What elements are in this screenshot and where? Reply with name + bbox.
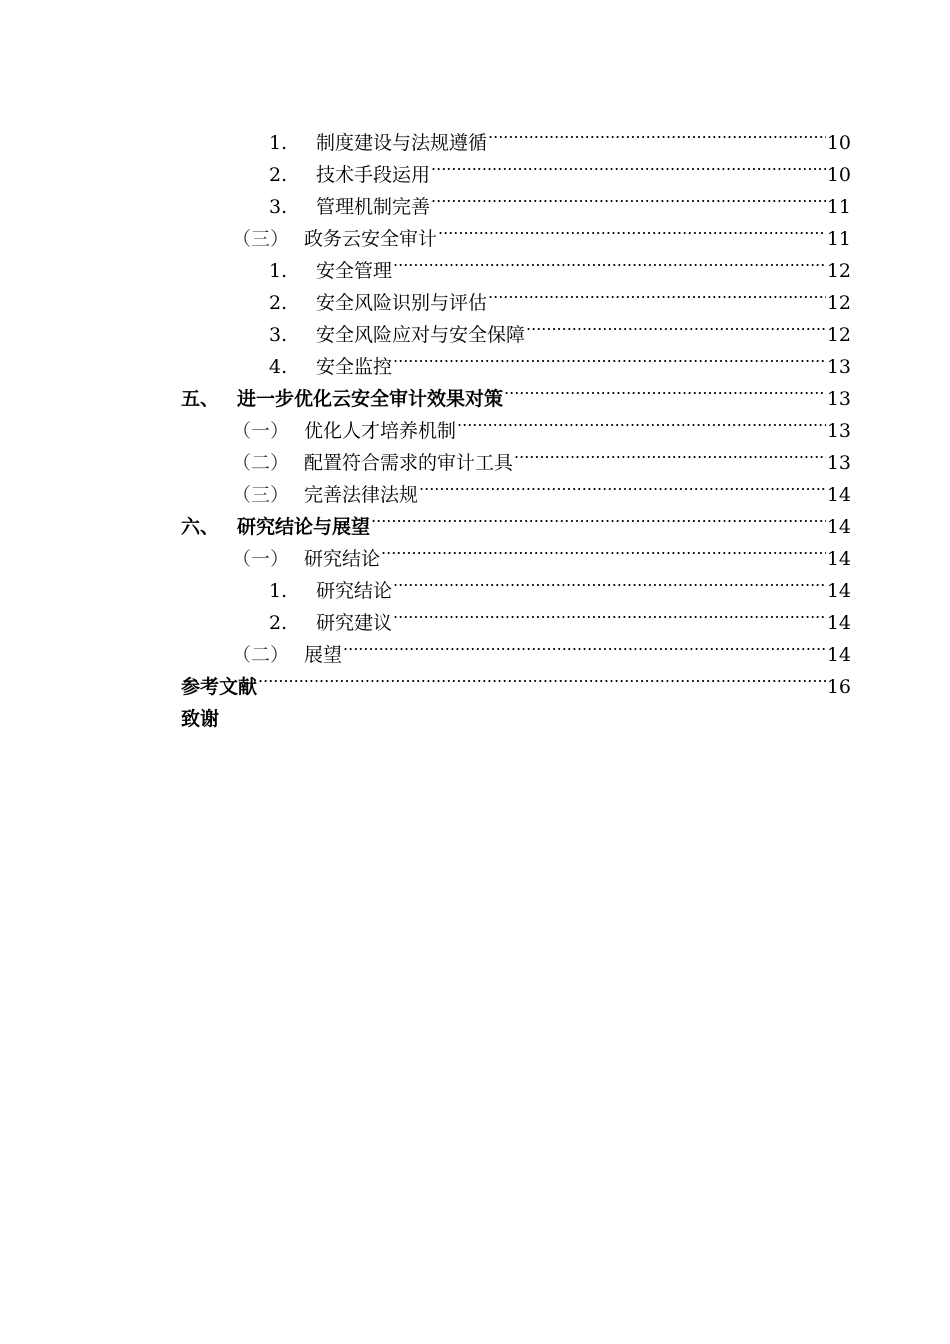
toc-entry-page-number: 12 xyxy=(826,292,851,314)
toc-entry-title: 参考文献 xyxy=(181,676,258,698)
toc-entry-page-number: 10 xyxy=(826,132,851,154)
toc-entry[interactable] xyxy=(181,693,851,730)
toc-dot-leader xyxy=(457,405,826,437)
toc-dot-leader xyxy=(220,693,828,725)
toc-entry-title: 配置符合需求的审计工具 xyxy=(304,452,514,474)
toc-dot-leader xyxy=(371,501,826,533)
toc-entry-title: 政务云安全审计 xyxy=(304,228,438,250)
toc-entry-title: 技术手段运用 xyxy=(316,164,431,186)
toc-entry-page-number: 14 xyxy=(826,612,851,634)
toc-dot-leader xyxy=(393,597,826,629)
toc-entry-page-number: 14 xyxy=(826,516,851,538)
toc-dot-leader xyxy=(488,277,826,309)
toc-dot-leader xyxy=(381,533,826,565)
toc-entry-number: （二） xyxy=(232,644,290,666)
toc-entry-title: 安全风险应对与安全保障 xyxy=(316,324,526,346)
toc-entry-title: 研究结论 xyxy=(304,548,381,570)
toc-entry-number: 1. xyxy=(269,260,288,282)
toc-entry-number: 1. xyxy=(269,132,288,154)
toc-entry-page-number: 16 xyxy=(826,676,851,698)
toc-dot-leader xyxy=(393,341,826,373)
toc-dot-leader xyxy=(393,565,826,597)
toc-entry-title: 安全监控 xyxy=(316,356,393,378)
toc-entry-page-number: 14 xyxy=(826,644,851,666)
toc-entry-title: 制度建设与法规遵循 xyxy=(316,132,488,154)
toc-entry-title: 安全管理 xyxy=(316,260,393,282)
toc-entry-page-number: 13 xyxy=(826,356,851,378)
toc-entry[interactable] xyxy=(181,117,851,154)
toc-entry-title: 致谢 xyxy=(181,708,220,730)
toc-entry-number: 3. xyxy=(269,196,288,218)
toc-entry-number: 2. xyxy=(269,612,288,634)
toc-entry-title: 管理机制完善 xyxy=(316,196,431,218)
toc-entry-page-number: 13 xyxy=(826,452,851,474)
toc-entry-page-number: 14 xyxy=(826,484,851,506)
toc-entry-number: 五、 xyxy=(181,388,220,410)
toc-entry-title: 进一步优化云安全审计效果对策 xyxy=(237,388,504,410)
toc-dot-leader xyxy=(431,181,826,213)
toc-entry-number: 4. xyxy=(269,356,288,378)
toc-dot-leader xyxy=(258,661,826,693)
toc-entry-page-number: 11 xyxy=(826,196,851,218)
toc-dot-leader xyxy=(393,245,826,277)
toc-entry-title: 研究结论与展望 xyxy=(237,516,371,538)
toc-entry-title: 优化人才培养机制 xyxy=(304,420,457,442)
toc-entry-title: 完善法律法规 xyxy=(304,484,419,506)
toc-dot-leader xyxy=(343,629,826,661)
toc-dot-leader xyxy=(419,469,826,501)
toc-dot-leader xyxy=(431,149,826,181)
toc-entry-page-number: 14 xyxy=(826,548,851,570)
toc-entry-number: 1. xyxy=(269,580,288,602)
toc-entry-number: 3. xyxy=(269,324,288,346)
toc-entry-page-number: 11 xyxy=(826,228,851,250)
toc-entry-page-number: 14 xyxy=(826,580,851,602)
toc-dot-leader xyxy=(504,373,826,405)
toc-entry-number: （一） xyxy=(232,420,290,442)
toc-entry-number: （二） xyxy=(232,452,290,474)
toc-entry-number: （一） xyxy=(232,548,290,570)
toc-entry-page-number: 12 xyxy=(826,260,851,282)
toc-entry-page-number: 13 xyxy=(826,388,851,410)
toc-entry-title: 研究建议 xyxy=(316,612,393,634)
table-of-contents xyxy=(181,117,851,730)
toc-dot-leader xyxy=(514,437,826,469)
toc-entry-number: （三） xyxy=(232,484,290,506)
toc-entry-number: （三） xyxy=(232,228,290,250)
toc-entry-page-number: 10 xyxy=(826,164,851,186)
toc-entry-number: 2. xyxy=(269,292,288,314)
toc-entry-title: 安全风险识别与评估 xyxy=(316,292,488,314)
toc-entry-title: 研究结论 xyxy=(316,580,393,602)
toc-dot-leader xyxy=(488,117,826,149)
toc-entry-page-number: 12 xyxy=(826,324,851,346)
toc-entry-number: 六、 xyxy=(181,516,220,538)
toc-entry-title: 展望 xyxy=(304,644,343,666)
toc-dot-leader xyxy=(526,309,826,341)
toc-entry[interactable] xyxy=(181,661,851,698)
toc-entry-number: 2. xyxy=(269,164,288,186)
toc-entry-page-number: 13 xyxy=(826,420,851,442)
toc-dot-leader xyxy=(438,213,826,245)
